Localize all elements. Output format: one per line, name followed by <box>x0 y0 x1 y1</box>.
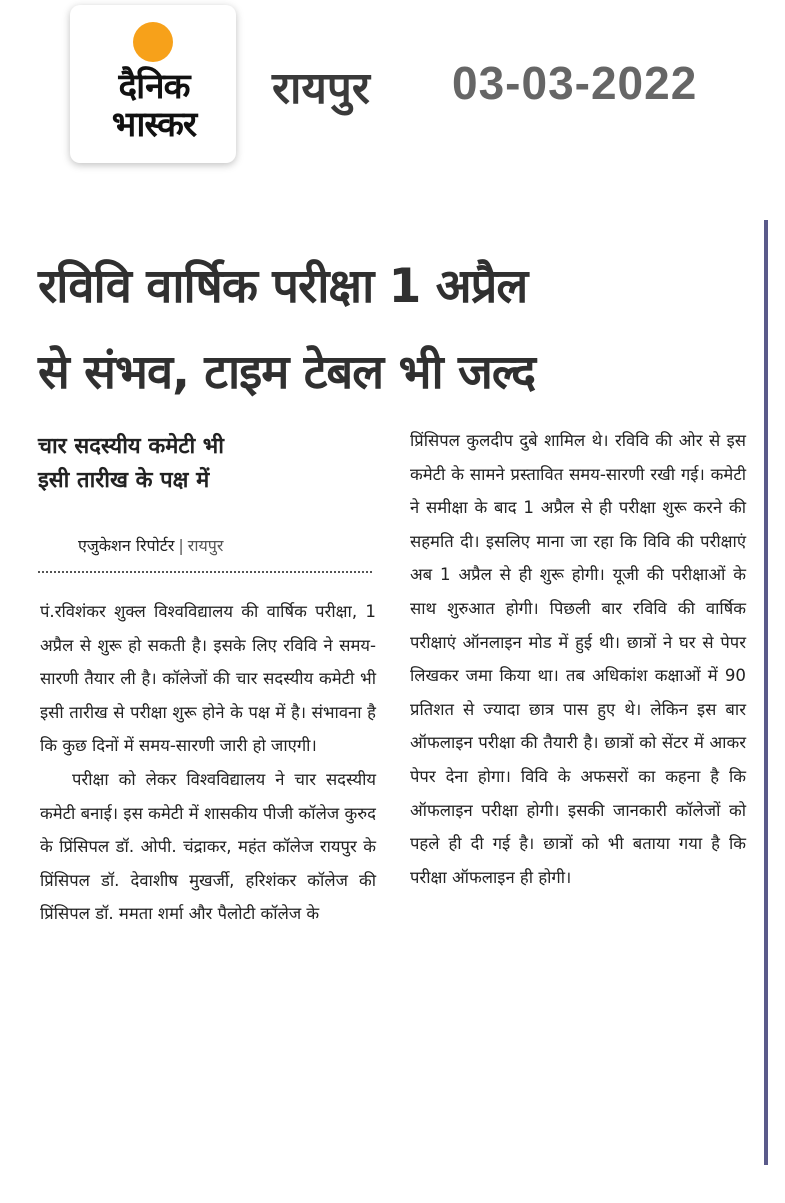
sun-icon <box>133 22 173 62</box>
paragraph: प्रिंसिपल कुलदीप दुबे शामिल थे। रविवि की ओर से इस कमेटी के सामने प्रस्तावित समय-सारणी रखी गई। कमेटी ने समीक्षा के बाद 1 अप्रैल से ही परीक्षा शुरू करने की सहमति दी। इसलिए माना जा रहा कि विवि की परीक्षाएं अब 1 अप्रैल से ही शुरू होगी। यूजी की परीक्षाओं के साथ शुरुआत होगी। पिछली बार रविवि की वार्षिक परीक्षाएं ऑनलाइन मोड में हुई थी। छात्रों ने घर से पेपर लिखकर जमा किया था। तब अधिकांश कक्षाओं में 90 प्रतिशत से ज्यादा छात्र पास हुए थे। लेकिन इस बार ऑफलाइन परीक्षा की तैयारी है। छात्रों को सेंटर में आकर पेपर देना होगा। विवि के अफसरों का कहना है कि ऑफलाइन परीक्षा होगी। इसकी जानकारी कॉलेजों को पहले ही दी गई है। छात्रों को भी बताया गया है कि परीक्षा ऑफलाइन ही होगी। <box>410 431 746 887</box>
article-column-2 <box>410 424 746 894</box>
subheadline <box>38 430 378 498</box>
headline-line2: से संभव, टाइम टेबल भी जल्द <box>38 345 536 400</box>
dotted-divider <box>38 571 372 573</box>
subhead-line2: इसी तारीख के पक्ष में <box>38 468 210 493</box>
byline-separator: | <box>178 536 184 555</box>
headline <box>38 244 758 416</box>
logo-wordmark <box>84 68 224 144</box>
byline-author: एजुकेशन रिपोर्टर <box>78 536 175 555</box>
byline <box>78 534 378 556</box>
byline-location: रायपुर <box>187 536 224 555</box>
logo-line1: दैनिक <box>118 67 190 107</box>
paragraph: परीक्षा को लेकर विश्वविद्यालय ने चार सदस्यीय कमेटी बनाई। इस कमेटी में शासकीय पीजी कॉलेज कुरुद के प्रिंसिपल डॉ. ओपी. चंद्राकर, महंत कॉलेज रायपुर के प्रिंसिपल डॉ. देवाशीष मुखर्जी, हरिशंकर कॉलेज की प्रिंसिपल डॉ. ममता शर्मा और पैलोटी कॉलेज के <box>40 769 376 924</box>
column-rule <box>764 220 768 1165</box>
headline-line1: रविवि वार्षिक परीक्षा 1 अप्रैल <box>38 259 528 314</box>
article-column-1 <box>40 595 376 931</box>
logo-line2: भास्कर <box>111 105 197 145</box>
subhead-line1: चार सदस्यीय कमेटी भी <box>38 434 224 459</box>
paragraph: पं.रविशंकर शुक्ल विश्वविद्यालय की वार्षिक परीक्षा, 1 अप्रैल से शुरू हो सकती है। इसके लिए रविवि ने समय-सारणी तैयार ली है। कॉलेजों की चार सदस्यीय कमेटी भी इसी तारीख से परीक्षा शुरू होने के पक्ष में है। संभावना है कि कुछ दिनों में समय-सारणी जारी हो जाएगी। <box>40 602 376 756</box>
edition-city: रायपुर <box>272 63 370 114</box>
edition-date: 03-03-2022 <box>452 57 698 109</box>
